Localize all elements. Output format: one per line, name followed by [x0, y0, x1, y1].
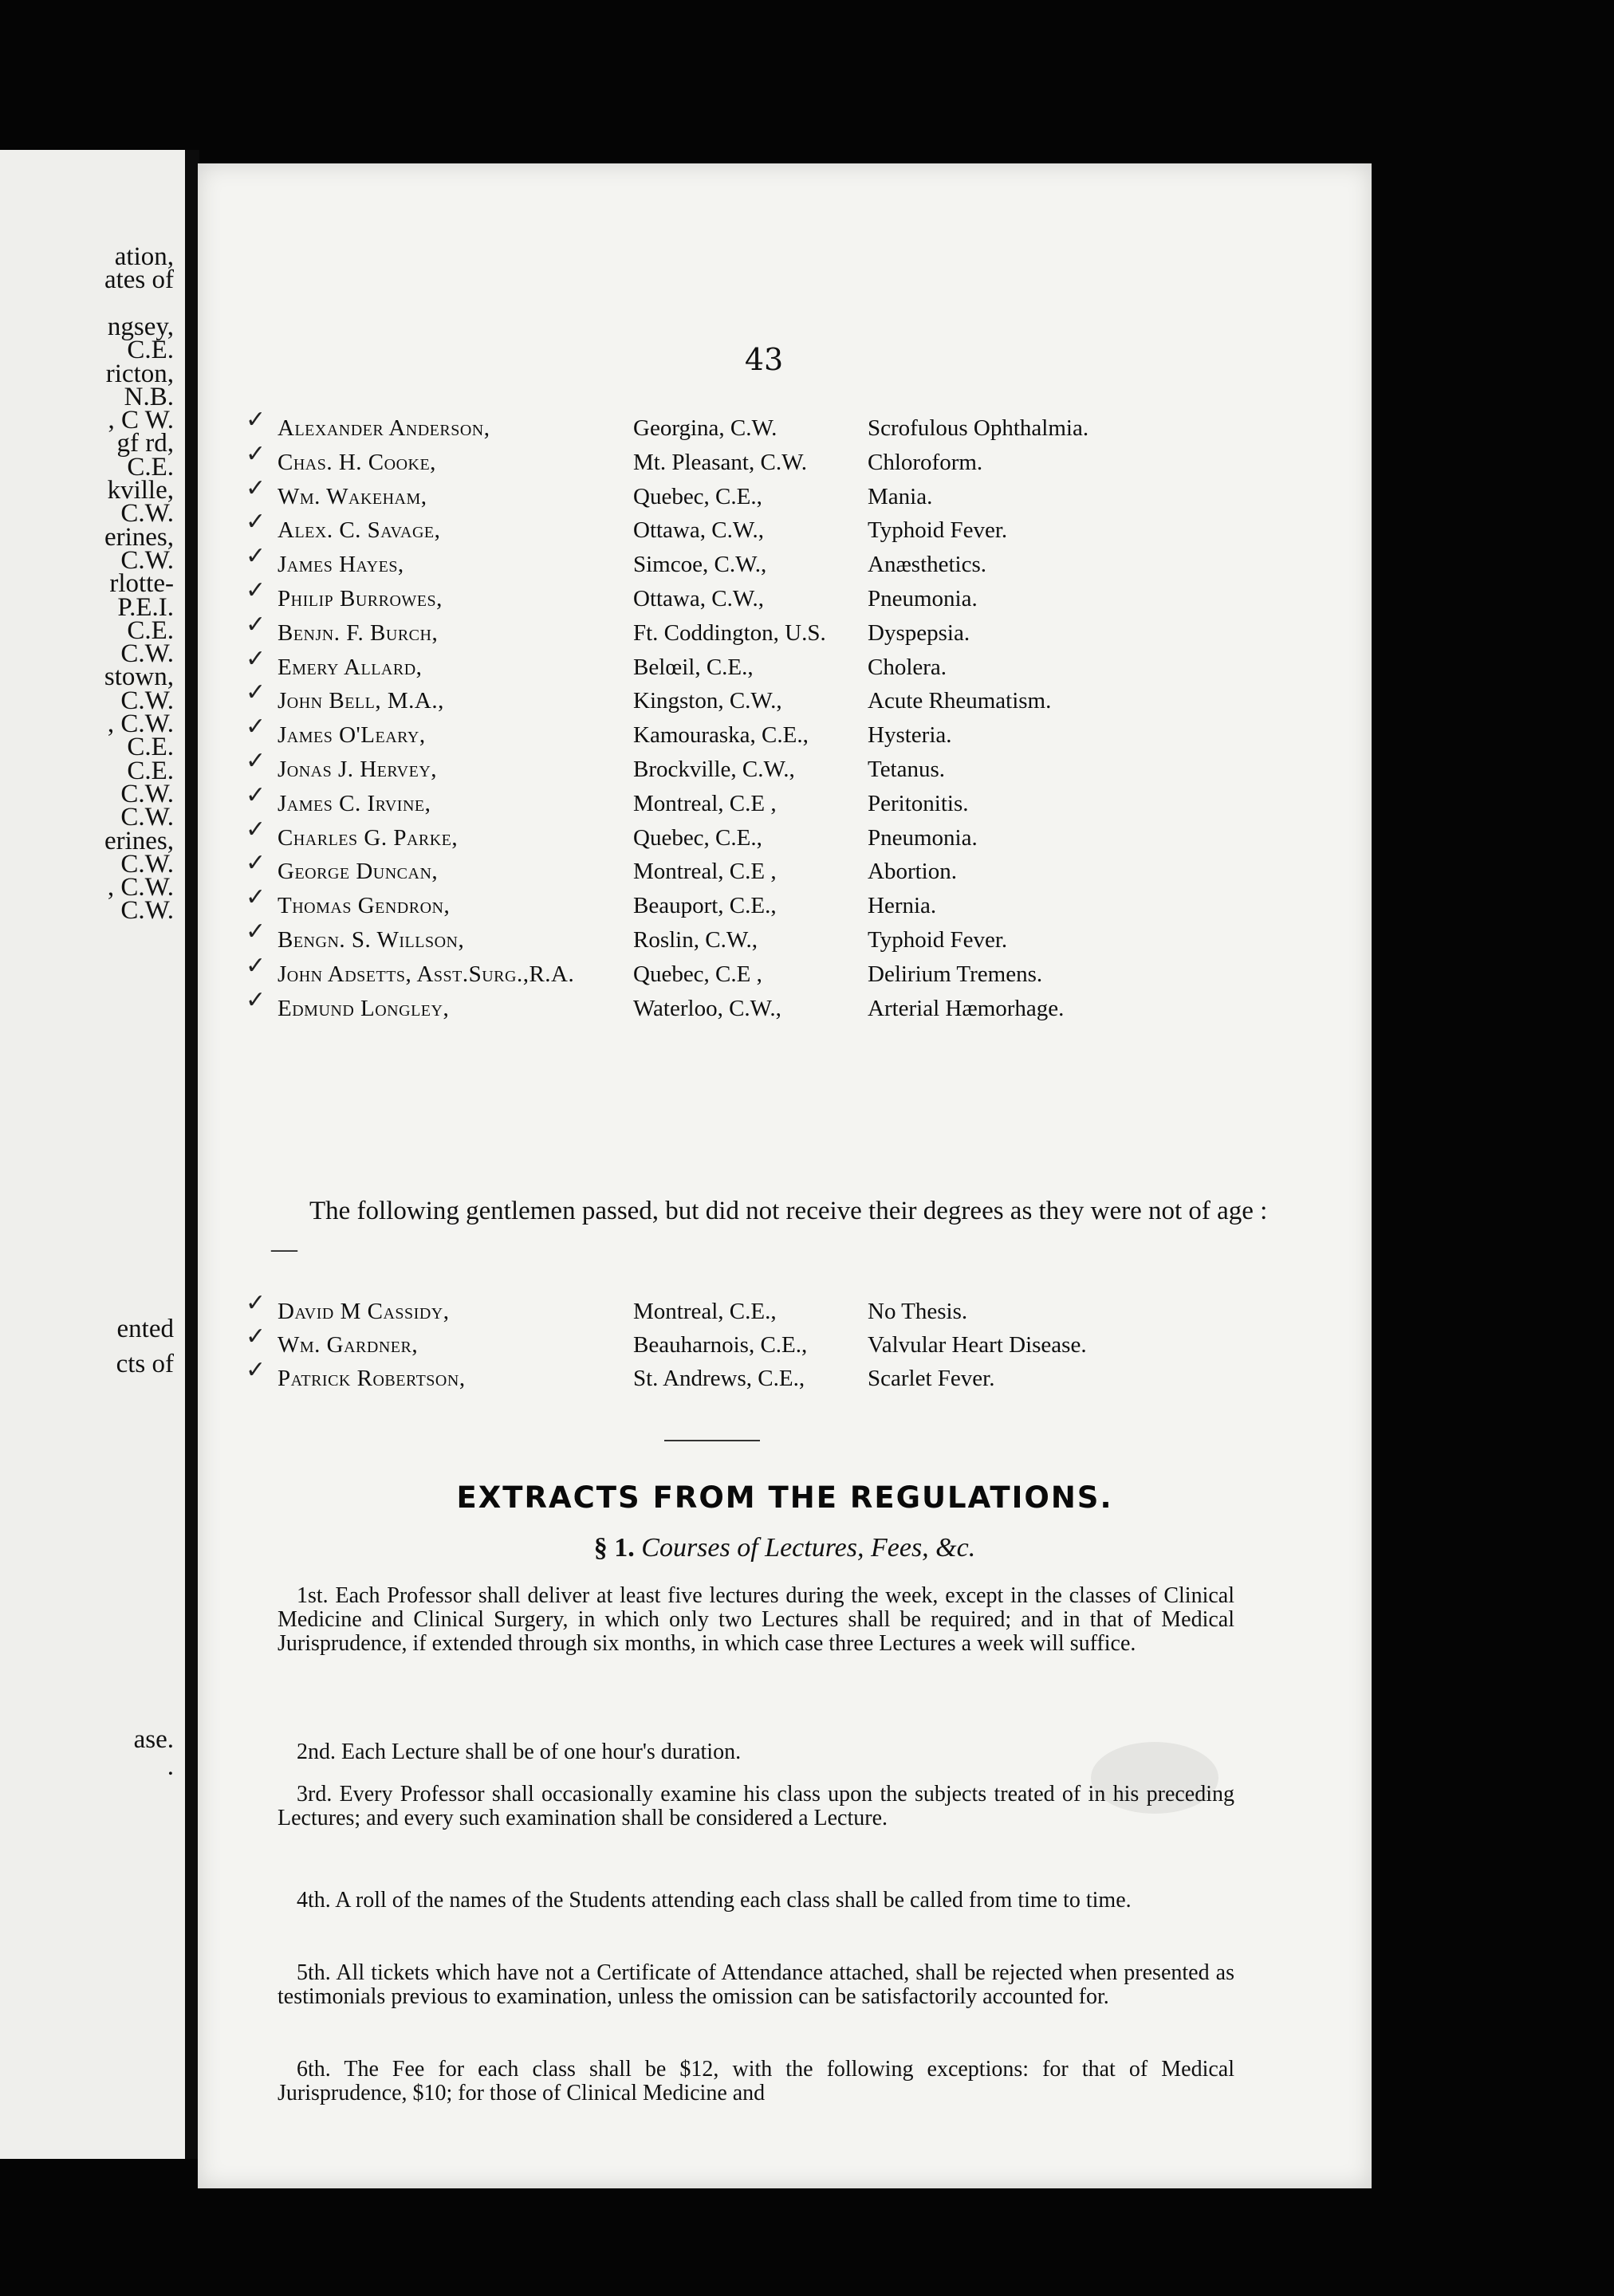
left-page-text: P.E.I.: [117, 592, 174, 622]
graduate-row: [198, 780, 1372, 821]
graduate-name: John Adsetts, Asst.Surg.,R.A.: [278, 961, 575, 987]
check-mark-icon: ✓: [246, 610, 266, 639]
left-page-text: cts of: [116, 1350, 174, 1378]
regulation-paragraph: [278, 1584, 1234, 1656]
left-page-text: C.E.: [127, 336, 174, 365]
graduate-place: Beauport, C.E.,: [633, 893, 777, 919]
subsection-number: § 1.: [593, 1533, 635, 1563]
regulation-text: Each Lecture shall be of one hour's duration.: [336, 1740, 742, 1764]
regulation-number: 5th.: [297, 1960, 331, 1985]
check-mark-icon: ✓: [246, 508, 266, 537]
left-page-text: C.W.: [120, 803, 174, 832]
left-page-text: C.E.: [127, 452, 174, 482]
graduate-place: Kamouraska, C.E.,: [633, 722, 809, 749]
graduate-thesis: Mania.: [868, 483, 933, 509]
regulation-paragraph: [278, 2058, 1234, 2105]
left-page-text: gf rd,: [116, 429, 174, 458]
graduate-thesis: Valvular Heart Disease.: [868, 1332, 1087, 1358]
left-page-text: C.W.: [120, 849, 174, 879]
regulation-number: 3rd.: [297, 1782, 333, 1807]
graduate-name: John Bell, M.A.,: [278, 688, 444, 714]
check-mark-icon: ✓: [246, 713, 266, 741]
left-page-text: C.E.: [127, 615, 174, 645]
graduate-name: David M Cassidy,: [278, 1299, 450, 1324]
graduate-thesis: Anæsthetics.: [868, 552, 987, 578]
graduate-thesis: Tetanus.: [868, 757, 946, 782]
graduate-row: [198, 678, 1372, 718]
graduate-place: Quebec, C.E.,: [633, 824, 762, 851]
graduate-place: Kingston, C.W.,: [633, 688, 782, 714]
graduate-place: Montreal, C.E ,: [633, 859, 777, 885]
left-page-text: ricton,: [105, 359, 174, 388]
graduate-place: Belœil, C.E.,: [633, 654, 754, 680]
left-page-text: C.W.: [120, 896, 174, 926]
graduate-place: Ottawa, C.W.,: [633, 517, 765, 544]
regulation-number: 6th.: [297, 2057, 331, 2082]
graduate-place: Ottawa, C.W.,: [633, 586, 765, 611]
graduate-row: [198, 508, 1372, 548]
graduate-name: Alexander Anderson,: [278, 415, 490, 441]
check-mark-icon: ✓: [246, 439, 266, 468]
graduate-row: [198, 1289, 1372, 1329]
regulation-number: 4th.: [297, 1888, 331, 1913]
check-mark-icon: ✓: [246, 406, 266, 434]
regulation-paragraph: [278, 1889, 1234, 1913]
graduate-name: Wm. Gardner,: [278, 1332, 419, 1358]
left-page-fragment: [0, 150, 193, 2159]
section-heading: EXTRACTS FROM THE REGULATIONS.: [456, 1480, 1113, 1515]
graduate-name: Alex. C. Savage,: [278, 517, 441, 544]
graduate-thesis: Abortion.: [868, 859, 957, 885]
graduate-thesis: Hysteria.: [868, 722, 952, 749]
graduate-place: Quebec, C.E ,: [633, 961, 762, 987]
left-page-text: C.W.: [120, 499, 174, 529]
check-mark-icon: ✓: [246, 542, 266, 571]
graduate-row: [198, 576, 1372, 616]
graduate-row: [198, 985, 1372, 1026]
graduate-name: James C. Irvine,: [278, 790, 431, 816]
graduate-thesis: Pneumonia.: [868, 824, 978, 851]
check-mark-icon: ✓: [246, 1289, 266, 1317]
graduate-place: Simcoe, C.W.,: [633, 552, 767, 578]
graduate-place: Montreal, C.E.,: [633, 1299, 777, 1324]
graduate-row: [198, 406, 1372, 446]
left-page-text: ates of: [104, 265, 174, 295]
graduate-thesis: Hernia.: [868, 893, 937, 919]
left-page-text: erines,: [104, 522, 174, 552]
graduate-place: Waterloo, C.W.,: [633, 995, 781, 1021]
graduate-name: James Hayes,: [278, 552, 404, 578]
underage-note: The following gentlemen passed, but did not receive their degrees as they were not of age : —: [271, 1197, 1268, 1264]
graduate-thesis: Peritonitis.: [868, 790, 969, 816]
graduate-name: Edmund Longley,: [278, 995, 450, 1021]
left-page-text: , C W.: [108, 406, 174, 435]
left-page-text: C.E.: [127, 733, 174, 762]
graduate-name: Philip Burrowes,: [278, 586, 443, 611]
check-mark-icon: ✓: [246, 951, 266, 980]
check-mark-icon: ✓: [246, 576, 266, 604]
left-page-text: ase.: [133, 1725, 174, 1754]
regulation-text: The Fee for each class shall be $12, with the following exceptions: for that of Medical Jurisprudence, $10; for those of Clinical Medicine and: [278, 2057, 1234, 2105]
graduate-place: St. Andrews, C.E.,: [633, 1366, 805, 1391]
graduate-thesis: Dyspepsia.: [868, 619, 970, 646]
left-page-text: ation,: [114, 242, 174, 271]
left-page-text: stown,: [104, 662, 174, 692]
graduate-name: Benjn. F. Burch,: [278, 619, 439, 646]
left-page-text: C.W.: [120, 639, 174, 669]
graduate-thesis: Delirium Tremens.: [868, 961, 1043, 987]
graduate-name: James O'Leary,: [278, 722, 426, 749]
check-mark-icon: ✓: [246, 815, 266, 843]
graduate-thesis: Typhoid Fever.: [868, 517, 1008, 544]
graduate-name: Patrick Robertson,: [278, 1366, 466, 1391]
graduate-thesis: Typhoid Fever.: [868, 927, 1008, 953]
graduate-place: Mt. Pleasant, C.W.: [633, 449, 808, 475]
left-page-text: erines,: [104, 826, 174, 855]
graduate-place: Georgina, C.W.: [633, 415, 777, 441]
section-divider: [664, 1440, 760, 1441]
graduate-row: [198, 1356, 1372, 1396]
regulation-paragraph: [278, 1740, 1234, 1764]
check-mark-icon: ✓: [246, 747, 266, 775]
check-mark-icon: ✓: [246, 644, 266, 673]
left-page-text: N.B.: [124, 382, 174, 411]
check-mark-icon: ✓: [246, 849, 266, 878]
graduate-place: Ft. Coddington, U.S.: [633, 619, 826, 646]
subsection-title: Courses of Lectures, Fees, &c.: [641, 1533, 976, 1563]
check-mark-icon: ✓: [246, 474, 266, 502]
check-mark-icon: ✓: [246, 1323, 266, 1350]
graduate-name: Jonas J. Hervey,: [278, 757, 438, 782]
page-number: 43: [744, 342, 784, 377]
regulation-text: All tickets which have not a Certificate of Attendance attached, shall be rejected when presented as testimonials previous to examination, unless the omission can be satisfactorily accounted for.: [278, 1960, 1234, 2009]
check-mark-icon: ✓: [246, 1356, 266, 1384]
left-page-text: rlotte-: [109, 569, 174, 599]
graduate-name: Emery Allard,: [278, 654, 423, 680]
graduate-row: [198, 849, 1372, 889]
regulation-number: 1st.: [297, 1583, 329, 1608]
left-page-text: ented: [116, 1315, 174, 1343]
graduate-row: [198, 439, 1372, 480]
graduate-row: [198, 1323, 1372, 1362]
document-page: [198, 163, 1372, 2188]
regulation-text: Each Professor shall deliver at least five lectures during the week, except in the classes of Clinical Medicine and Clinical Surgery, in which only two Lectures shall be required; and in that of Medical Jurisprudence, if extended through six months, in which case three Lectures a week will suffice.: [278, 1583, 1234, 1656]
regulation-number: 2nd.: [297, 1740, 336, 1764]
graduate-name: Wm. Wakeham,: [278, 483, 427, 509]
graduate-place: Montreal, C.E ,: [633, 790, 777, 816]
graduate-row: [198, 918, 1372, 957]
graduate-name: Thomas Gendron,: [278, 893, 451, 919]
graduate-row: [198, 644, 1372, 685]
regulation-text: A roll of the names of the Students attending each class shall be called from time to time.: [330, 1888, 1132, 1913]
graduate-thesis: Cholera.: [868, 654, 947, 680]
graduate-row: [198, 474, 1372, 514]
check-mark-icon: ✓: [246, 985, 266, 1014]
left-page-text: C.W.: [120, 779, 174, 808]
graduate-row: [198, 747, 1372, 787]
regulation-paragraph: [278, 1783, 1234, 1830]
subsection-heading: [198, 1533, 1372, 1563]
graduate-thesis: Arterial Hæmorhage.: [868, 995, 1065, 1021]
left-page-text: C.W.: [120, 545, 174, 575]
graduate-name: George Duncan,: [278, 859, 439, 885]
left-page-text: , C.W.: [107, 710, 174, 738]
graduate-row: [198, 610, 1372, 651]
graduate-place: Beauharnois, C.E.,: [633, 1332, 808, 1358]
check-mark-icon: ✓: [246, 918, 266, 946]
left-page-text: kville,: [107, 476, 174, 505]
graduate-thesis: Acute Rheumatism.: [868, 688, 1052, 714]
left-page-text: ngsey,: [107, 312, 174, 341]
graduate-name: Bengn. S. Willson,: [278, 927, 465, 953]
graduate-name: Chas. H. Cooke,: [278, 449, 436, 475]
check-mark-icon: ✓: [246, 678, 266, 707]
graduate-row: [198, 713, 1372, 753]
check-mark-icon: ✓: [246, 780, 266, 809]
graduate-place: Brockville, C.W.,: [633, 757, 795, 782]
regulation-text: Every Professor shall occasionally examine his class upon the subjects treated of in his preceding Lectures; and every such examination shall be considered a Lecture.: [278, 1782, 1234, 1830]
graduate-thesis: Scarlet Fever.: [868, 1366, 995, 1391]
graduate-row: [198, 542, 1372, 582]
left-page-text: .: [167, 1752, 174, 1781]
graduate-thesis: No Thesis.: [868, 1299, 968, 1324]
graduate-place: Quebec, C.E.,: [633, 483, 762, 509]
graduate-row: [198, 951, 1372, 992]
left-page-text: C.W.: [120, 686, 174, 715]
graduate-row: [198, 883, 1372, 923]
graduate-row: [198, 815, 1372, 855]
graduate-thesis: Scrofulous Ophthalmia.: [868, 415, 1089, 441]
graduate-place: Roslin, C.W.,: [633, 927, 758, 953]
graduate-thesis: Pneumonia.: [868, 586, 978, 611]
regulation-paragraph: [278, 1961, 1234, 2009]
left-page-text: , C.W.: [107, 873, 174, 902]
graduate-name: Charles G. Parke,: [278, 824, 459, 851]
check-mark-icon: ✓: [246, 883, 266, 912]
graduate-thesis: Chloroform.: [868, 449, 983, 475]
left-page-text: C.E.: [127, 756, 174, 785]
